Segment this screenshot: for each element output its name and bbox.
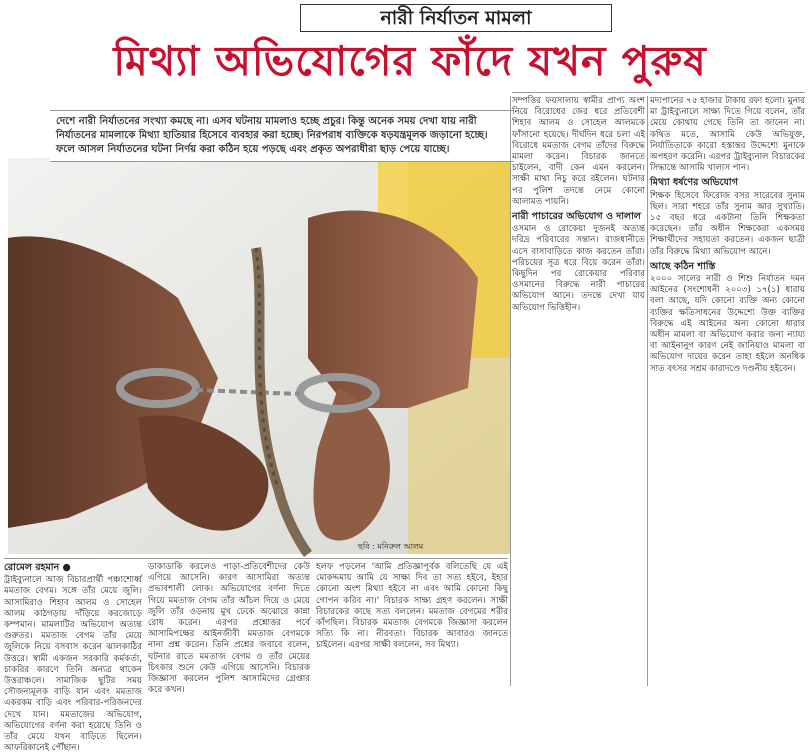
column-4b-text: ওসমান ও রোকেয়া দুজনই অত্যন্ত দরিদ্র পরিবারের সন্তান। রাজধানীতে এসে বাসাবাড়িতে কাজ করতেন তাঁরা। পরিচয়ের সূত্র ধরে বিয়ে করেন তাঁরা। কিছুদিন পর রোকেয়ার পরিবার ওসমানের বিরুদ্ধে নারী পাচারের অভিযোগ আনে। তদন্তে দেখা যায় অভিযোগ ভিত্তিহীন। <box>512 224 645 313</box>
headline: মিথ্যা অভিযোগের ফাঁদে যখন পুরুষ <box>113 37 707 85</box>
kicker: নারী নির্যাতন মামলা <box>300 4 612 32</box>
subhead-punishment: আছে কঠিন শাস্তি <box>650 260 716 272</box>
divider <box>512 92 805 93</box>
handcuffed-hands-illustration <box>8 158 510 554</box>
article-column-5 <box>650 96 805 686</box>
column-3-text: হলফ পড়লেন 'আমি প্রতিজ্ঞাপূর্বক বলিতেছি যে এই মোকদ্দমায় আমি যে সাক্ষ্য দিব তা সত্য হইবে, ইহার কোনো অংশ মিথ্যা হইবে না এবং আমি কোনো কিছু গোপন করিব না।' বিচারক সাক্ষ্য গ্রহণ করলেন। সাক্ষী বিচারকের কাছে সত্য বললেন। মমতাজ বেগমের শরীর কাঁপছিল। বিচারক মমতাজ বেগমকে জিজ্ঞাসা করলেন সত্যি কি না। নীরবতা। বিচারক আবারও জানতে চাইলেন। এরপর সাক্ষী বললেন, সব মিথ্যা। <box>316 562 508 651</box>
column-1-text: ট্রাইব্যুনালে আজ বিচারপ্রার্থী পঞ্চাশোর্ধ্ব মমতাজ বেগম। সঙ্গে তাঁর মেয়ে জুলি। আসামিরাও শিহাব আলম ও সোহেল আলম কাঠগড়ায় দাঁড়িয়ে করজোড়ে কম্পমান। মামলাটির অভিযোগ অত্যন্ত গুরুতর। মমতাজ বেগম তাঁর মেয়ে জুলিকে নিয়ে বসবাস করেন ঝালকাঠির উত্তরে। স্বামী একজন সরকারি কর্মকর্তা, চাকরির কারণে তিনি অন্যত্র থাকেন উত্তরাঞ্চলে। সামাজিক ছুটির সময় সৌজন্যমূলক বাড়ি যান এবং মমতাজ একরকম বাড়ি এবং পরিবার-পরিজনদের দেখে যান। মমতাজের অভিযোগ, অভিযোগের বর্ণনা করা হয়েছে তিনি ও তাঁর মেয়ে যখন বাড়িতে ছিলেন। আফরিকানেই পৌঁছান। <box>4 575 142 754</box>
column-5-text: মদ্যপানের ৭৫ হাজার টাকায় রফা হলো। মুনার মা ট্রাইব্যুনালে সাক্ষ্য দিতে গিয়ে বলেন, তাঁর মেয়ে কোথায় গেছে তিনি তা জানেন না। কথিত মতে, আসামি কেউ অভিযুক্ত, নির্যাতিতাকে কারো হস্তান্তর উদ্দেশ্যে মুনাকে অপহরণ করেনি। এরপর ট্রাইব্যুনাল বিচারকের সিদ্ধান্তে আসামি খালাস পান। <box>650 96 805 174</box>
column-rule <box>647 96 648 686</box>
column-2-text: ডাকাডাকি করলেও পাড়া-প্রতিবেশীদের কেউ এগিয়ে আসেনি। কারণ আসামিরা অত্যন্ত প্রভাবশালী লোক। অভিযোগের বর্ণনা দিতে গিয়ে মমতাজ বেগম তাঁর আঁচল দিয়ে ও মেয়ে জুলি তাঁর ওড়নায় মুখ ঢেকে অঝোরে কান্না রোধ করেন। এরপর প্রশ্নোত্তর পর্বে আসামিপক্ষের আইনজীবী মমতাজ বেগমকে নানা প্রশ্ন করেন। তিনি প্রশ্নের জবাবে বলেন, ঘটনার রাতে মমতাজ বেগম ও তাঁর মেয়ের চিৎকার শুনে কেউ এগিয়ে আসেনি। বিচারক জিজ্ঞাসা করলেন পুলিশ আসামিদের গ্রেপ্তার করে কখন। <box>148 562 310 696</box>
subhead-trafficking: নারী পাচারের অভিযোগ ও দালাল <box>512 211 641 223</box>
photo-rule <box>4 558 508 559</box>
article-column-3 <box>316 562 508 690</box>
article-column-2 <box>148 562 310 696</box>
article-deck: দেশে নারী নির্যাতনের সংখ্যা কমছে না। এসব ঘটনায় মামলাও হচ্ছে প্রচুর। কিন্তু অনেক সময় দেখা যায় নারী নির্যাতনের মামলাকে মিথ্যা হাতিয়ার হিসেবে ব্যবহার করা হচ্ছে। নিরপরাধ ব্যক্তিকে ষড়যন্ত্রমূলক জড়ানো হচ্ছে। ফলে আসল নির্যাতনের ঘটনা নির্ণয় করা কঠিন হয়ে পড়ছে এবং প্রকৃত অপরাধীরা ছাড় পেয়ে যাচ্ছে। <box>50 110 514 162</box>
article-column-4 <box>512 96 645 686</box>
lead-photo <box>8 158 510 554</box>
column-4-text: সম্পত্তির ফয়সালায় স্বামীর প্রাপ্য অংশ নিয়ে বিরোধের জের ধরে প্রতিবেশী শিহাব আলম ও সোহেল আলমকে ফাঁসানো হয়েছে। দীর্ঘদিন ধরে চলা এই বিরোধে মমতাজ বেগম তাঁদের বিরুদ্ধে মামলা করেন। বিচারক জানতে চাইলেন, বাদী কেন এমন করলেন। সাক্ষী মাথা নিচু করে রইলেন। ঘটনার পর পুলিশ তদন্তে নেমে কোনো আলামত পায়নি। <box>512 96 645 207</box>
article-column-1 <box>4 562 142 754</box>
photo-caption: ছবি : মনিরুল আলম <box>358 542 424 551</box>
column-5c-text: ২০০০ সালের নারী ও শিশু নির্যাতন দমন আইনের (সংশোধনী ২০০৩) ১৭(১) ধারায় বলা আছে, যদি কোনো ব্যক্তি অন্য কোনো ব্যক্তির ক্ষতিসাধনের উদ্দেশ্যে উক্ত ব্যক্তির বিরুদ্ধে এই আইনের অন্য কোনো ধারার অধীন মামলা বা অভিযোগ করার জন্য ন্যায্য বা আইনানুগ কারণ নেই জানিয়াও মামলা বা অভিযোগ দায়ের করেন তাহা হইলে অনধিক সাত বৎসর সশ্রম কারাদণ্ডে দণ্ডনীয় হইবেন। <box>650 274 805 374</box>
column-5b-text: শিক্ষক হিসেবে ফিরোজ বসর সারেবের সুনাম ছিল। সারা শহরে তাঁর সুনাম আর সুখ্যাতি। ১৫ বছর ধরে একটানা তিনি শিক্ষকতা করেছেন। তাঁর অধীন শিক্ষকেরা একসময় শিক্ষার্থীদের সহায়তা করতেন। একজন ছাত্রী তাঁর বিরুদ্ধে মিথ্যা অভিযোগ আনে। <box>650 190 805 257</box>
subhead-false-rape: মিথ্যা ধর্ষণের অভিযোগ <box>650 177 738 189</box>
byline: রোমেল রহমান ● <box>4 562 71 573</box>
column-rule <box>510 96 511 686</box>
